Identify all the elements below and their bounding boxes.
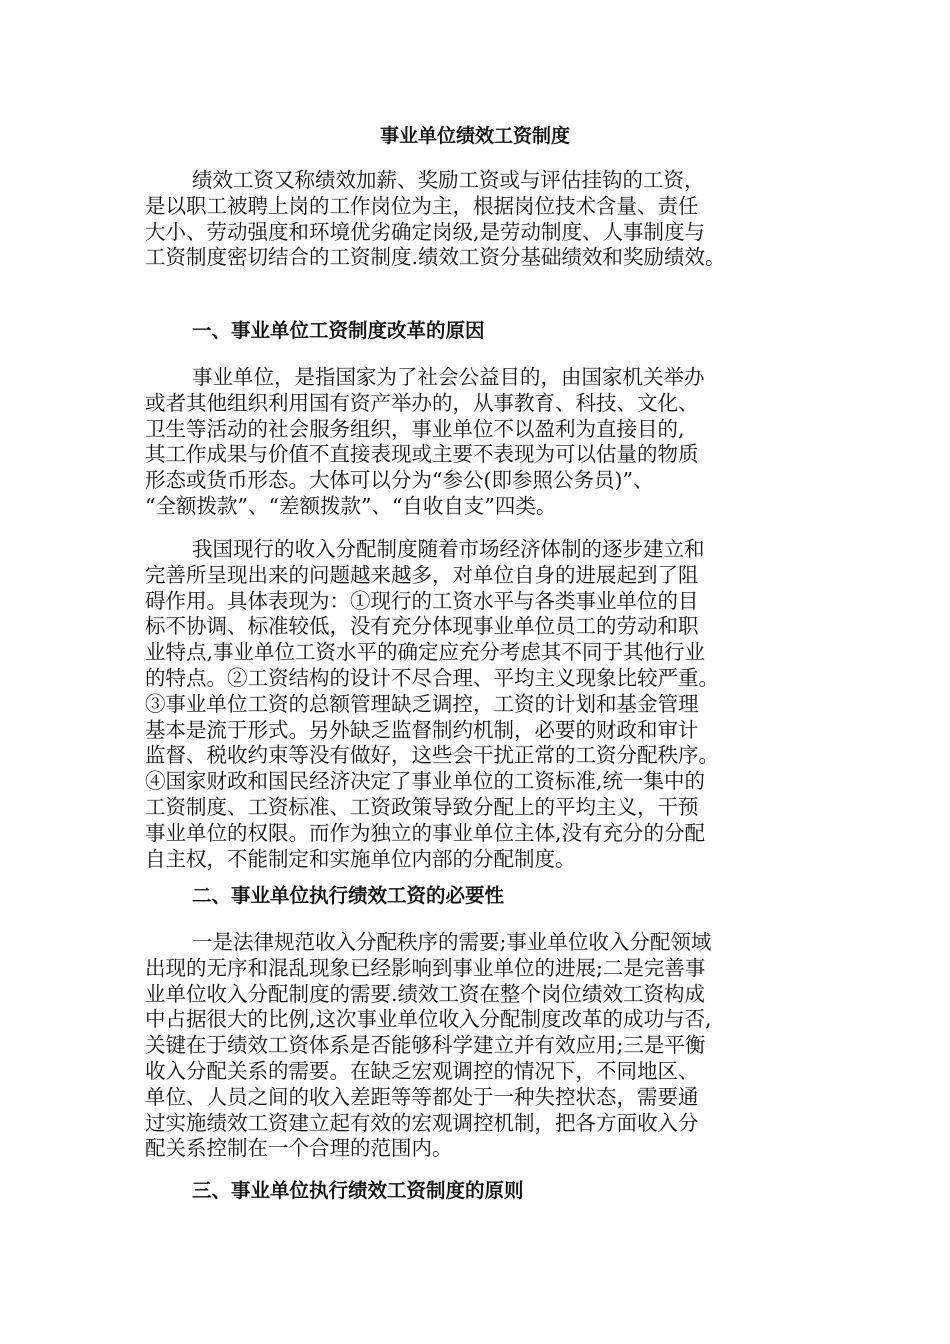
- paragraph-line: “全额拨款”、“差额拨款”、“自收自支”四类。: [145, 493, 557, 518]
- paragraph-line: 收入分配关系的需要。在缺乏宏观调控的情况下，不同地区、: [145, 1058, 699, 1083]
- paragraph-line: 或者其他组织利用国有资产举办的，从事教育、科技、文化、: [145, 390, 699, 415]
- intro-paragraph: [145, 168, 825, 271]
- paragraph-line: 中占据很大的比例,这次事业单位收入分配制度改革的成功与否,: [145, 1007, 712, 1032]
- paragraph-line: 的特点。②工资结构的设计不尽合理、平均主义现象比较严重。: [145, 665, 719, 690]
- paragraph-line: 标不协调、标准较低，没有充分体现事业单位员工的劳动和职: [145, 614, 699, 639]
- paragraph-line: 我国现行的收入分配制度随着市场经济体制的逐步建立和: [192, 537, 705, 561]
- paragraph-line: 绩效工资又称绩效加薪、奖励工资或与评估挂钩的工资，: [192, 168, 705, 192]
- paragraph-line: 形态或货币形态。大体可以分为“参公(即参照公务员)”、: [145, 468, 654, 493]
- section2-paragraph: [145, 930, 825, 1162]
- paragraph-line: 大小、劳动强度和环境优劣确定岗级,是劳动制度、人事制度与: [145, 219, 706, 244]
- paragraph-line: 工资制度、工资标准、工资政策导致分配上的平均主义，干预: [145, 794, 699, 819]
- paragraph-line: 配关系控制在一个合理的范围内。: [145, 1136, 453, 1161]
- section-heading-2: 二、事业单位执行绩效工资的必要性: [192, 884, 505, 907]
- paragraph-line: 单位、人员之间的收入差距等等都处于一种失控状态，需要通: [145, 1084, 699, 1109]
- paragraph-line: 业单位收入分配制度的需要.绩效工资在整个岗位绩效工资构成: [145, 981, 706, 1006]
- paragraph-line: 业特点,事业单位工资水平的确定应充分考虑其不同于其他行业: [145, 640, 706, 665]
- section-heading-3: 三、事业单位执行绩效工资制度的原则: [192, 1179, 524, 1202]
- section-heading-1: 一、事业单位工资制度改革的原因: [192, 319, 485, 342]
- paragraph-line: 基本是流于形式。另外缺乏监督制约机制，必要的财政和审计: [145, 717, 699, 742]
- paragraph-line: 卫生等活动的社会服务组织，事业单位不以盈利为直接目的,: [145, 416, 685, 441]
- document-title: 事业单位绩效工资制度: [379, 125, 570, 147]
- paragraph-line: 出现的无序和混乱现象已经影响到事业单位的进展;二是完善事: [145, 955, 706, 980]
- paragraph-line: 其工作成果与价值不直接表现或主要不表现为可以估量的物质: [145, 442, 699, 467]
- paragraph-line: 自主权，不能制定和实施单位内部的分配制度。: [145, 846, 576, 871]
- paragraph-line: 工资制度密切结合的工资制度.绩效工资分基础绩效和奖励绩效。: [145, 245, 726, 270]
- paragraph-line: 过实施绩效工资建立起有效的宏观调控机制，把各方面收入分: [145, 1110, 699, 1135]
- paragraph-line: ③事业单位工资的总额管理缺乏调控，工资的计划和基金管理: [145, 691, 699, 716]
- paragraph-line: 一是法律规范收入分配秩序的需要;事业单位收入分配领域: [192, 930, 712, 954]
- paragraph-line: 监督、税收约束等没有做好，这些会干扰正常的工资分配秩序。: [145, 743, 719, 768]
- section1-paragraph-2: [145, 537, 825, 872]
- paragraph-line: 事业单位的权限。而作为独立的事业单位主体,没有充分的分配: [145, 820, 706, 845]
- paragraph-line: ④国家财政和国民经济决定了事业单位的工资标准,统一集中的: [145, 769, 706, 794]
- paragraph-line: 是以职工被聘上岗的工作岗位为主，根据岗位技术含量、责任: [145, 193, 699, 218]
- section1-paragraph-1: [145, 365, 825, 520]
- paragraph-line: 事业单位，是指国家为了社会公益目的，由国家机关举办: [192, 365, 705, 389]
- paragraph-line: 碍作用。具体表现为：①现行的工资水平与各类事业单位的目: [145, 588, 699, 613]
- paragraph-line: 关键在于绩效工资体系是否能够科学建立并有效应用;三是平衡: [145, 1033, 706, 1058]
- paragraph-line: 完善所呈现出来的问题越来越多，对单位自身的进展起到了阻: [145, 562, 699, 587]
